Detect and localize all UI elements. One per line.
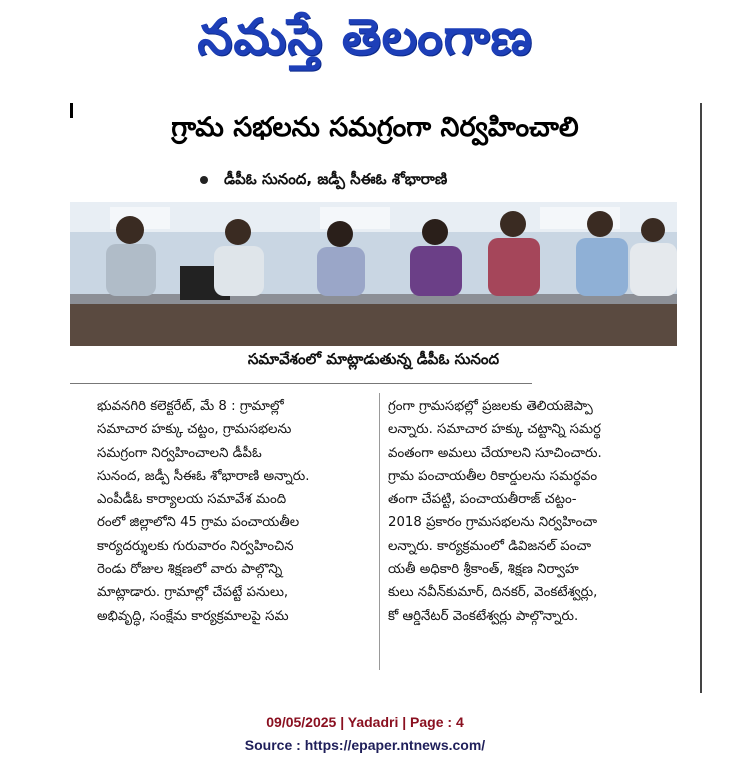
article-line: కులు నవీన్‌కుమార్, దినకర్, వెంకటేశ్వర్లు, bbox=[388, 585, 598, 601]
article-line: 2018 ప్రకారం గ్రామసభలను నిర్వహించా bbox=[388, 515, 598, 531]
article-line: వంతంగా అమలు చేయాలని సూచించారు. bbox=[388, 445, 602, 461]
article-line: సునంద, జడ్పీ సీఈఓ శోభారాణి అన్నారు. bbox=[97, 468, 310, 484]
article-line: సమాచార హక్కు చట్టం, గ్రామసభలను bbox=[97, 422, 292, 438]
article-line: రెండు రోజుల శిక్షణలో వారు పాల్గొన్ని bbox=[97, 562, 283, 578]
edition-info: 09/05/2025 | Yadadri | Page : 4 bbox=[266, 714, 464, 730]
article-line: లన్నారు. కార్యక్రమంలో డివిజనల్ పంచా bbox=[388, 538, 592, 554]
source-link[interactable]: Source : https://epaper.ntnews.com/ bbox=[244, 737, 486, 753]
article-line: గ్రంగా గ్రామసభల్లో ప్రజలకు తెలియజెప్పా bbox=[388, 399, 593, 414]
article-line: గ్రామ పంచాయతీల రికార్డులను సమర్థవం bbox=[388, 468, 598, 484]
masthead-title: నమస్తే తెలంగాణ bbox=[197, 7, 533, 66]
article-line: అభివృద్ధి, సంక్షేమ కార్యక్రమాలపై సమ bbox=[97, 608, 289, 624]
photo-caption: సమావేశంలో మాట్లాడుతున్న డీపీఓ సునంద bbox=[247, 350, 500, 368]
column-divider bbox=[379, 393, 380, 670]
article-column-right bbox=[388, 395, 688, 628]
article-line: లన్నారు. సమాచార హక్కు చట్టాన్ని సమర్థ bbox=[388, 422, 601, 438]
meeting-photo bbox=[70, 202, 677, 346]
article-headline: గ్రామ సభలను సమగ్రంగా నిర్వహించాలి bbox=[171, 112, 579, 143]
article-line: మాట్లాడారు. గ్రామాల్లో చేపట్టే పనులు, bbox=[97, 585, 289, 601]
article-line: సమగ్రంగా నిర్వహించాలని డీపీఓ bbox=[97, 445, 262, 461]
article-line: తంగా చేపట్టి, పంచాయతీరాజ్ చట్టం- bbox=[388, 492, 577, 508]
column-rule-right bbox=[700, 103, 702, 693]
article-line: రంలో జిల్లాలోని 45 గ్రామ పంచాయతీల bbox=[97, 515, 300, 531]
article-line: యతీ అధికారి శ్రీకాంత్, శిక్షణ నిర్వాహ bbox=[388, 562, 579, 578]
article-byline bbox=[200, 170, 620, 192]
article-line: కార్యదర్శులకు గురువారం నిర్వహించిన bbox=[97, 538, 294, 554]
article-line: ఎంపీడీఓ కార్యాలయ సమావేశ మంది bbox=[97, 492, 287, 508]
article-line: భువనగిరి కలెక్టరేట్, మే 8 : గ్రామాల్లో bbox=[97, 399, 284, 414]
article-column-left bbox=[97, 395, 373, 628]
caption-divider bbox=[70, 383, 532, 384]
article-line: కో ఆర్డినేటర్ వెంకటేశ్వర్లు పాల్గొన్నారు. bbox=[388, 608, 579, 624]
byline-text: డీపీఓ సునంద, జడ్పీ సీఈఓ శోభారాణి bbox=[224, 170, 448, 188]
bullet-icon bbox=[200, 176, 208, 184]
newspaper-masthead bbox=[130, 4, 600, 82]
